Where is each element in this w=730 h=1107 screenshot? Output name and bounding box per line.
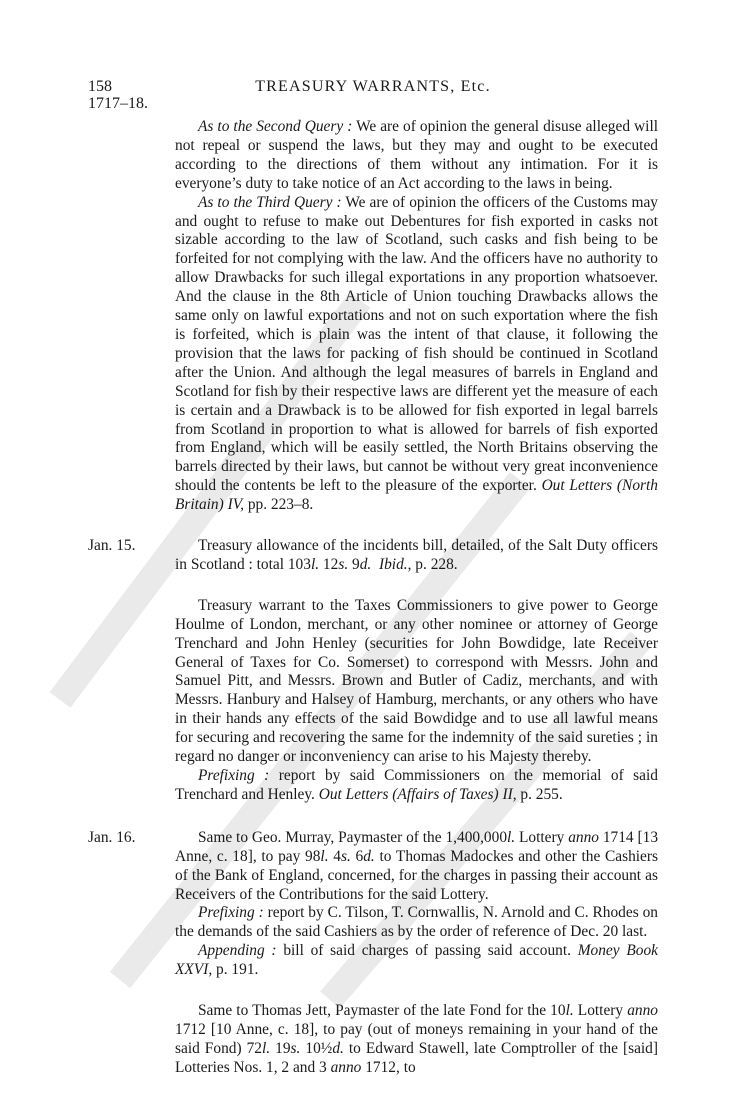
third-query-paragraph: As to the Third Query : We are of opinion the officers of the Customs may and ought to refuse to make out Debentures for fish exported in casks not sizable according to the law of Scotland, such casks and fish being to be forfeited for not complying with the law. And the officers have no authority to allow Drawbacks for such illegal exportations in any proportion whatsoever. And the clause in the 8th Article of Union touching Drawbacks allows the same only on lawful exportations and not on such exportation where the fish is forfeited, which is plain was the intent of that clause, it following the provision that the laws for packing of fish should be continued in Scotland after the Union. And although the legal measures of barrels in England and Scotland for fish by their respective laws are different yet the measure of each is certain and a Drawback is to be allowed for fish exported in legal barrels from Scotland in proportion to what is allowed for barrels of fish exported from England, which will be easily settled, the North Britains observing the barrels directed by their laws, but cannot be without very great inconvenience should the contents be left to the pleasure of the exporter. Out Letters (North Britain) IV, pp. 223–8. xyxy=(175,193,658,514)
running-title: TREASURY WARRANTS, Etc. xyxy=(255,78,491,95)
lottery-1714-paragraph: Same to Geo. Murray, Paymaster of the 1,400,000l. Lottery anno 1714 [13 Anne, c. 18], to pay 98l. 4s. 6d. to Thomas Madockes and other the Cashiers of the Bank of England, concerned, for the charges in passing their account as Receivers of the Contributions for the said Lottery. xyxy=(175,828,659,903)
entry-date: Jan. 15. xyxy=(88,537,136,555)
query-lead: As to the Third Query : xyxy=(198,193,342,211)
second-query-paragraph: As to the Second Query : We are of opinion the general disuse alleged will not repeal or suspend the laws, but they may and ought to be executed according to the directions of them without any intimation. For it is everyone’s duty to take notice of an Act according to the laws in being. xyxy=(175,118,658,192)
reference: Ibid. xyxy=(378,555,408,573)
reference: Money Book XXVI, xyxy=(175,942,658,979)
margin-year: 1717–18. xyxy=(88,95,148,112)
prefixing-paragraph: Prefixing : report by said Commissioners on the memorial of said Trenchard and Henley. Out Letters (Affairs of Taxes) II, p. 255. xyxy=(175,767,658,803)
reference: Out Letters (North Britain) IV, xyxy=(175,477,658,514)
page-header xyxy=(88,78,658,118)
appending-paragraph: Appending : bill of said charges of passing said account. Money Book XXVI, p. 191. xyxy=(175,942,658,979)
salt-duty-paragraph: Treasury allowance of the incidents bill, detailed, of the Salt Duty officers in Scotland : total 103l. 12s. 9d. Ibid., p. 228. xyxy=(175,537,658,573)
prefixing-paragraph: Prefixing : report by C. Tilson, T. Cornwallis, N. Arnold and C. Rhodes on the demands of the said Cashiers as by the order of reference of Dec. 20 last. xyxy=(175,904,658,941)
entry-jan-16 xyxy=(88,829,658,1078)
entry-jan-15 xyxy=(88,537,658,805)
reference: Out Letters (Affairs of Taxes) II, xyxy=(318,785,517,803)
page-number: 158 xyxy=(88,78,112,95)
entry-date: Jan. 16. xyxy=(88,828,136,846)
taxes-warrant-paragraph: Treasury warrant to the Taxes Commissioners to give power to George Houlme of London, merchant, or any other nominee or attorney of George Trenchard and John Henley (securities for John Bowdidge, late Receiver General of Taxes for Co. Somerset) to correspond with Messrs. John and Samuel Pitt, and Messrs. Brown and Butler of Cadiz, merchants, and with Messrs. Hanbury and Halsey of Hamburg, merchants, or any others who have in their hands any effects of the said Bowdidge and to use all lawful means for securing and recovering the same for the indemnity of the said sureties ; in regard no danger or inconveniency can arise to his Majesty thereby. xyxy=(175,596,658,766)
lottery-1712-paragraph: Same to Thomas Jett, Paymaster of the late Fond for the 10l. Lottery anno 1712 [10 Anne, c. 18], to pay (out of moneys remaining in your hand of the said Fond) 72l. 19s. 10½d. to Edward Stawell, late Comptroller of the [said] Lotteries Nos. 1, 2 and 3 anno 1712, to xyxy=(175,1002,658,1076)
query-lead: As to the Second Query : xyxy=(198,118,353,135)
page-body xyxy=(88,118,658,1078)
